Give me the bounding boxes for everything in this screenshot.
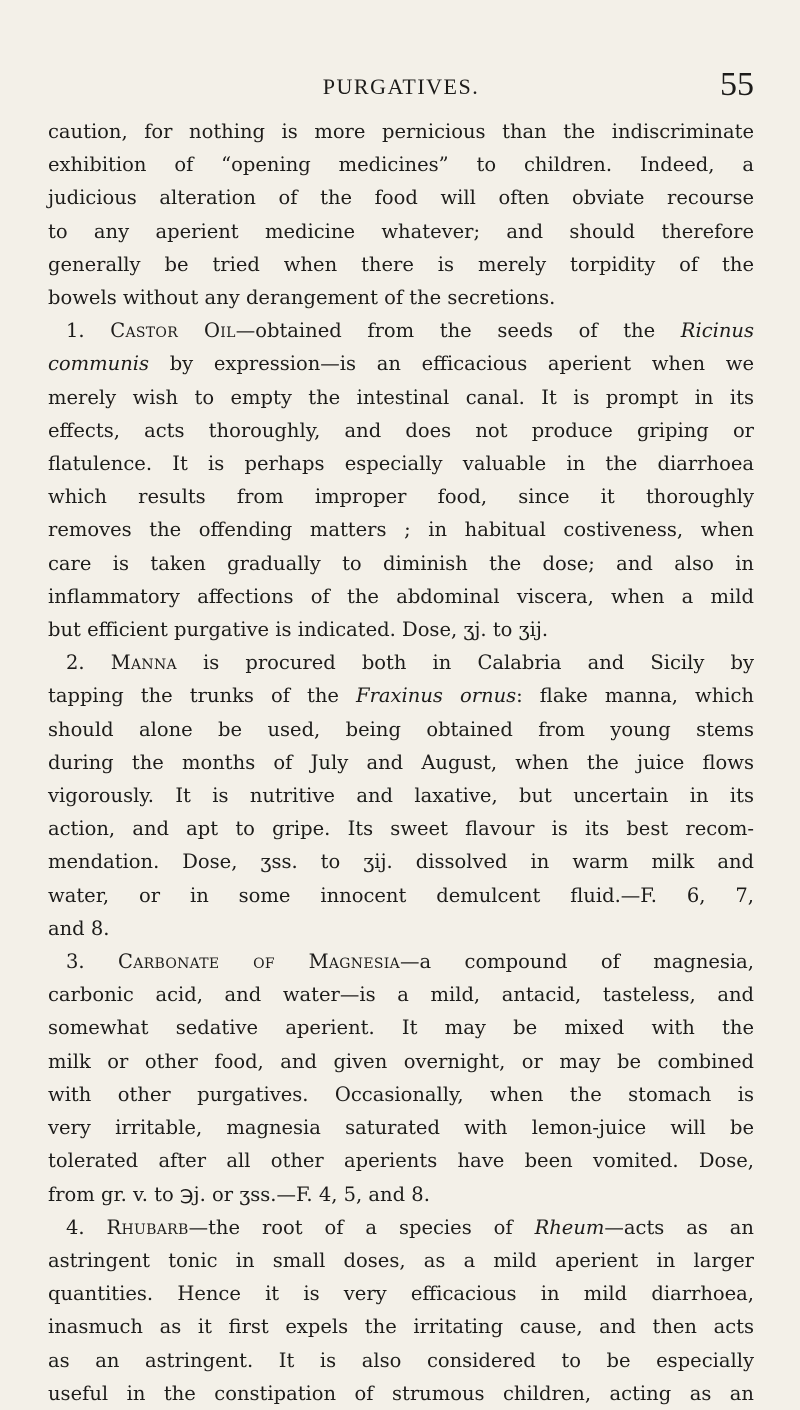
- text-line: merely wish to empty the intestinal canal. It is prompt in its: [48, 385, 754, 409]
- text-line: caution, for nothing is more pernicious than the indiscriminate: [48, 120, 754, 143]
- text-line: exhibition of “opening medicines” to children. Indeed, a: [48, 153, 754, 177]
- text-line: inflammatory affections of the abdominal viscera, when a mild: [48, 584, 754, 608]
- text-line: flatulence. It is perhaps especially valuable in the diarrhoea: [48, 452, 754, 476]
- text-line: water, or in some innocent demulcent fluid.—F. 6, 7,: [48, 883, 754, 907]
- text-line: milk or other food, and given overnight, or may be combined: [48, 1049, 754, 1073]
- text-line: generally be tried when there is merely torpidity of the: [48, 252, 754, 276]
- text-line: during the months of July and August, when the juice flows: [48, 750, 754, 774]
- text-line: and 8.: [48, 916, 110, 940]
- text-line: tolerated after all other aperients have been vomited. Dose,: [48, 1149, 754, 1173]
- text-line: judicious alteration of the food will often obviate recourse: [48, 186, 754, 210]
- text-line: to any aperient medicine whatever; and should therefore: [48, 219, 754, 243]
- text-line: useful in the constipation of strumous children, acting as an: [48, 1381, 754, 1405]
- text-line: action, and apt to gripe. Its sweet flavour is its best recom-: [48, 817, 754, 841]
- text-line: quantities. Hence it is very efficacious in mild diarrhoea,: [48, 1282, 754, 1306]
- page-header: [48, 66, 754, 110]
- text-line: somewhat sedative aperient. It may be mixed with the: [48, 1016, 754, 1040]
- text-line: astringent tonic in small doses, as a mild aperient in larger: [48, 1248, 754, 1272]
- text-line: from gr. v. to ℈j. or ʒss.—F. 4, 5, and 8.: [48, 1182, 430, 1206]
- text-line: with other purgatives. Occasionally, when the stomach is: [48, 1082, 754, 1106]
- text-line: very irritable, magnesia saturated with lemon-juice will be: [48, 1116, 754, 1140]
- body-text: [48, 115, 754, 1410]
- text-line: should alone be used, being obtained from young stems: [48, 717, 754, 741]
- text-line: carbonic acid, and water—is a mild, antacid, tasteless, and: [48, 983, 754, 1007]
- book-page: [48, 66, 754, 1410]
- text-line: communis by expression—is an efficacious aperient when we: [48, 352, 754, 376]
- text-line: care is taken gradually to diminish the dose; and also in: [48, 551, 754, 575]
- text-line: but efficient purgative is indicated. Dose, ʒj. to ʒij.: [48, 618, 549, 642]
- section-heading-manna: 2. Manna is procured both in Calabria and Sicily by: [66, 651, 754, 675]
- text-line: as an astringent. It is also considered to be especially: [48, 1348, 754, 1372]
- text-line: effects, acts thoroughly, and does not produce griping or: [48, 418, 754, 442]
- section-heading-rhubarb: 4. Rhubarb—the root of a species of Rheum—acts as an: [66, 1215, 754, 1239]
- text-line: bowels without any derangement of the secretions.: [48, 286, 556, 310]
- running-head: PURGATIVES.: [322, 74, 480, 99]
- section-heading-castor-oil: 1. Castor Oil—obtained from the seeds of the Ricinus: [66, 319, 754, 343]
- text-line: tapping the trunks of the Fraxinus ornus: flake manna, which: [48, 684, 754, 708]
- text-line: removes the offending matters ; in habitual costiveness, when: [48, 518, 754, 542]
- text-line: mendation. Dose, ʒss. to ʒij. dissolved in warm milk and: [48, 850, 754, 874]
- section-heading-carbonate-of-magnesia: 3. Carbonate of Magnesia—a compound of magnesia,: [66, 950, 754, 974]
- text-line: which results from improper food, since it thoroughly: [48, 485, 754, 509]
- page-number: 55: [720, 66, 754, 103]
- text-line: vigorously. It is nutritive and laxative, but uncertain in its: [48, 784, 754, 808]
- text-line: inasmuch as it first expels the irritating cause, and then acts: [48, 1315, 754, 1339]
